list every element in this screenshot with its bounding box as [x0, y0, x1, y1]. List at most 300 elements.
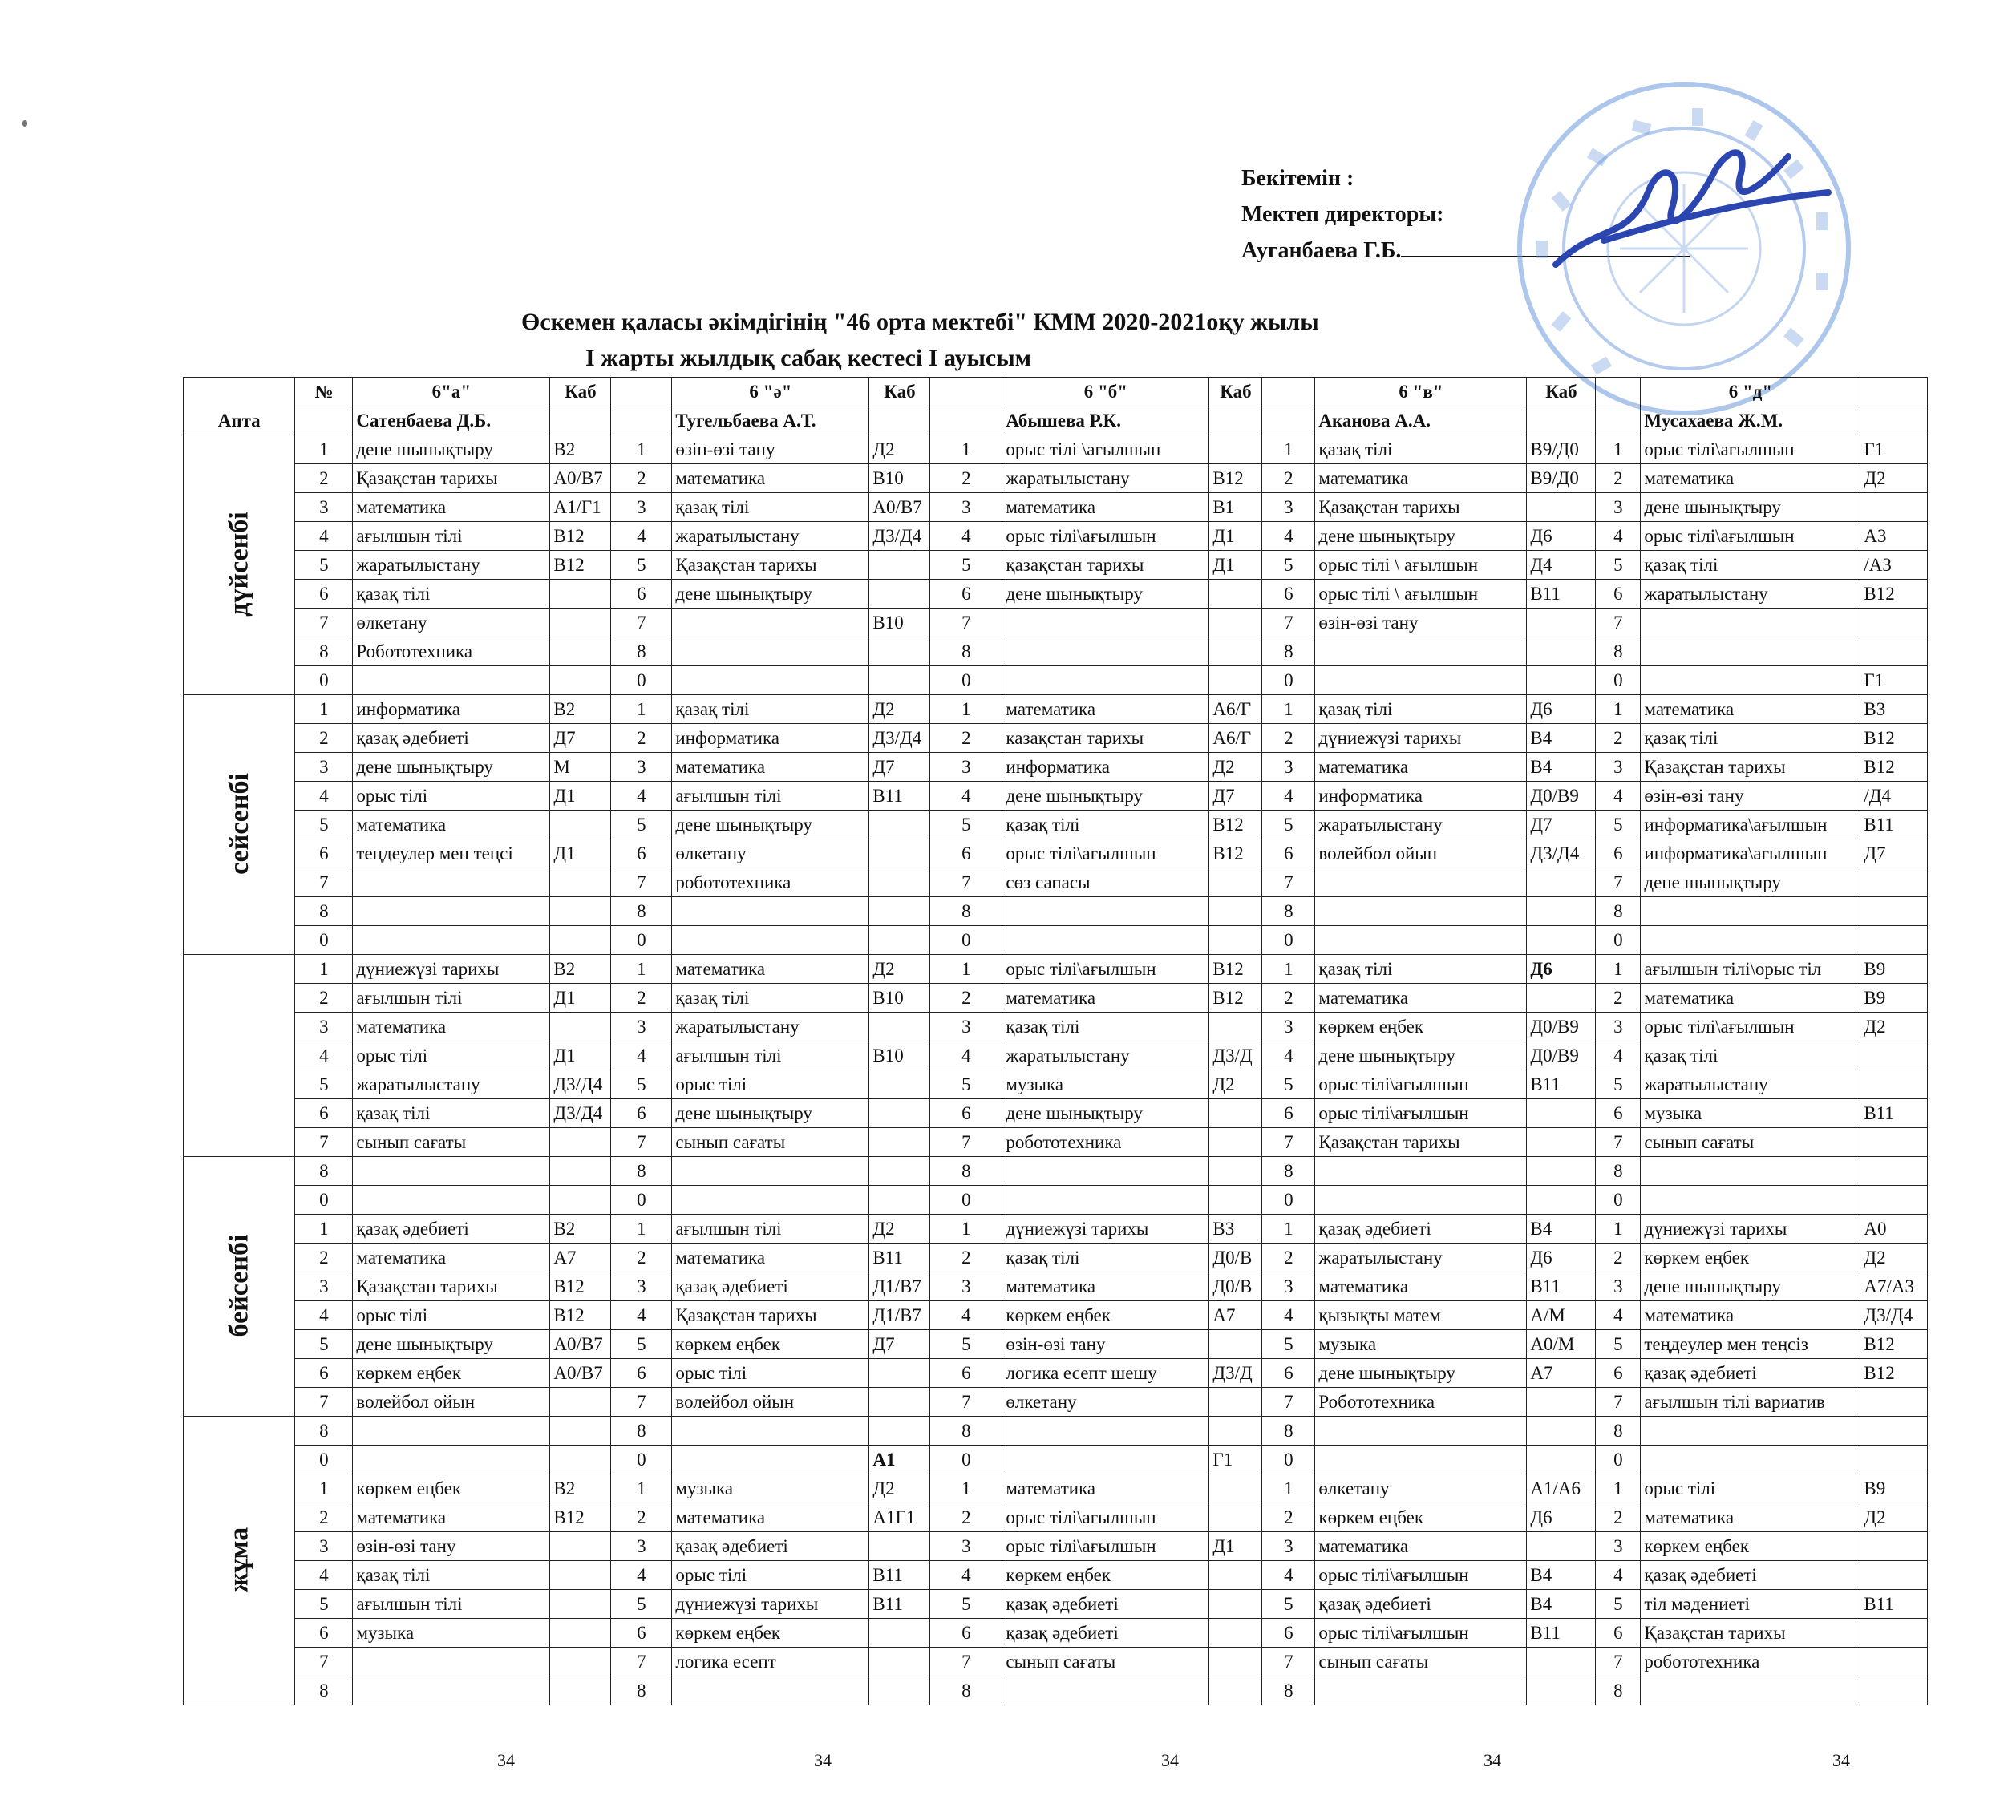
subject-cell: қазақ әдебиеті: [353, 1215, 550, 1244]
subject-cell: Қазақстан тарихы: [1641, 1619, 1860, 1648]
lesson-number-cell: 2: [295, 1503, 353, 1532]
lesson-number-cell: 2: [611, 724, 672, 753]
approval-position: Мектеп директоры:: [1241, 202, 1444, 227]
room-cell: Д1: [550, 839, 611, 868]
lesson-number-cell: 3: [1596, 1013, 1641, 1041]
room-cell: В9: [1860, 955, 1928, 984]
lesson-number-cell: 0: [930, 1446, 1002, 1474]
lesson-number-cell: 0: [930, 1186, 1002, 1215]
subject-cell: [1315, 637, 1527, 666]
header-room: Каб: [1209, 378, 1262, 406]
table-row: [184, 493, 1928, 522]
subject-cell: [1641, 666, 1860, 695]
lesson-number-cell: 7: [295, 868, 353, 897]
subject-cell: [353, 897, 550, 926]
subject-cell: көркем еңбек: [672, 1330, 869, 1359]
subject-cell: ағылшын тілі: [353, 1590, 550, 1619]
room-cell: [1860, 1186, 1928, 1215]
lesson-number-cell: 4: [1596, 782, 1641, 811]
lesson-number-cell: 2: [1596, 1244, 1641, 1272]
subject-cell: қазақстан тарихы: [1002, 551, 1209, 580]
lesson-number-cell: 8: [611, 1676, 672, 1705]
room-cell: [1209, 1590, 1262, 1619]
room-cell: [1209, 1417, 1262, 1446]
lesson-number-cell: 0: [930, 926, 1002, 955]
room-cell: В2: [550, 955, 611, 984]
lesson-number-cell: 3: [930, 1013, 1002, 1041]
subject-cell: жаратылыстану: [1002, 1041, 1209, 1070]
lesson-number-cell: 7: [295, 1648, 353, 1676]
lesson-number-cell: 1: [1262, 955, 1315, 984]
subject-cell: қызықты матем: [1315, 1301, 1527, 1330]
room-cell: [869, 1676, 930, 1705]
table-row: [184, 1099, 1928, 1128]
table-row: [184, 839, 1928, 868]
room-cell: А0/В7: [550, 464, 611, 493]
table-row: [184, 868, 1928, 897]
room-cell: Д3/Д: [1209, 1359, 1262, 1388]
room-cell: [1527, 1099, 1596, 1128]
room-cell: [869, 839, 930, 868]
subject-cell: қазақ тілі: [1641, 1041, 1860, 1070]
lesson-number-cell: 1: [611, 1215, 672, 1244]
lesson-number-cell: 2: [295, 984, 353, 1013]
room-cell: [1209, 1561, 1262, 1590]
lesson-number-cell: 5: [930, 1590, 1002, 1619]
lesson-number-cell: 2: [930, 464, 1002, 493]
room-cell: А7: [1209, 1301, 1262, 1330]
header-no: №: [295, 378, 353, 406]
lesson-number-cell: 3: [1262, 493, 1315, 522]
subject-cell: көркем еңбек: [1315, 1503, 1527, 1532]
lesson-number-cell: 7: [295, 609, 353, 637]
subject-cell: робототехника: [1002, 1128, 1209, 1157]
header-row-teachers: [184, 406, 1928, 435]
subject-cell: дүниежүзі тарихы: [1641, 1215, 1860, 1244]
header-row-classes: [184, 378, 1928, 406]
subject-cell: орыс тілі\ағылшын: [1315, 1619, 1527, 1648]
lesson-number-cell: 5: [611, 1330, 672, 1359]
room-cell: В3: [1860, 695, 1928, 724]
subject-cell: орыс тілі\ағылшын: [1315, 1070, 1527, 1099]
room-cell: [1209, 1013, 1262, 1041]
approval-director-name: Ауганбаева Г.Б.: [1241, 238, 1402, 263]
room-cell: [550, 926, 611, 955]
subject-cell: орыс тілі \ ағылшын: [1315, 551, 1527, 580]
subject-cell: дене шынықтыру: [353, 435, 550, 464]
subject-cell: орыс тілі: [672, 1359, 869, 1388]
room-cell: [1527, 1388, 1596, 1417]
footer-total: 34: [1484, 1750, 1501, 1770]
room-cell: [550, 811, 611, 839]
lesson-number-cell: 4: [1262, 1561, 1315, 1590]
lesson-number-cell: 7: [1596, 1388, 1641, 1417]
lesson-number-cell: 4: [1262, 522, 1315, 551]
lesson-number-cell: 0: [1262, 1446, 1315, 1474]
room-cell: В12: [1209, 955, 1262, 984]
room-cell: [869, 1417, 930, 1446]
subject-cell: математика: [1315, 1532, 1527, 1561]
subject-cell: орыс тілі\ағылшын: [1002, 1532, 1209, 1561]
table-row: [184, 464, 1928, 493]
room-cell: [1527, 897, 1596, 926]
room-cell: /А3: [1860, 551, 1928, 580]
school-stamp-seal: [1508, 72, 1860, 425]
lesson-number-cell: 8: [1596, 1157, 1641, 1186]
room-cell: Д3/Д4: [1527, 839, 1596, 868]
table-row: [184, 1244, 1928, 1272]
room-cell: [1860, 1532, 1928, 1561]
lesson-number-cell: 7: [930, 1648, 1002, 1676]
room-cell: [1209, 1157, 1262, 1186]
room-cell: В9/Д0: [1527, 435, 1596, 464]
room-cell: Д7: [869, 1330, 930, 1359]
room-cell: В2: [550, 1215, 611, 1244]
subject-cell: өлкетану: [353, 609, 550, 637]
room-cell: В1: [1209, 493, 1262, 522]
subject-cell: математика: [1002, 1474, 1209, 1503]
subject-cell: орыс тілі: [353, 1301, 550, 1330]
room-cell: Г1: [1209, 1446, 1262, 1474]
room-cell: [869, 637, 930, 666]
room-cell: [1860, 897, 1928, 926]
subject-cell: логика есепт шешу: [1002, 1359, 1209, 1388]
subject-cell: ағылшын тілі вариатив: [1641, 1388, 1860, 1417]
subject-cell: волейбол ойын: [672, 1388, 869, 1417]
lesson-number-cell: 7: [1262, 1388, 1315, 1417]
room-cell: [1209, 580, 1262, 609]
table-row: [184, 1070, 1928, 1099]
subject-cell: теңдеулер мен теңсіз: [1641, 1330, 1860, 1359]
lesson-number-cell: 1: [1596, 695, 1641, 724]
room-cell: [1527, 1532, 1596, 1561]
lesson-number-cell: 6: [1262, 1099, 1315, 1128]
subject-cell: математика: [1315, 753, 1527, 782]
room-cell: В11: [1527, 1619, 1596, 1648]
subject-cell: дүниежүзі тарихы: [1002, 1215, 1209, 1244]
subject-cell: [353, 666, 550, 695]
lesson-number-cell: 2: [930, 1244, 1002, 1272]
lesson-number-cell: 7: [295, 1128, 353, 1157]
lesson-number-cell: 6: [1262, 839, 1315, 868]
lesson-number-cell: 0: [1262, 926, 1315, 955]
subject-cell: математика: [353, 493, 550, 522]
room-cell: [1527, 1417, 1596, 1446]
room-cell: [550, 1417, 611, 1446]
subject-cell: ағылшын тілі: [672, 1041, 869, 1070]
room-cell: [1209, 609, 1262, 637]
subject-cell: [672, 637, 869, 666]
room-cell: А0/В7: [869, 493, 930, 522]
subject-cell: ағылшын тілі: [353, 984, 550, 1013]
subject-cell: жаратылыстану: [353, 1070, 550, 1099]
subject-cell: өлкетану: [1315, 1474, 1527, 1503]
subject-cell: [1002, 637, 1209, 666]
room-cell: [550, 1186, 611, 1215]
subject-cell: қазақ әдебиеті: [1002, 1619, 1209, 1648]
room-cell: [1527, 637, 1596, 666]
subject-cell: дүниежүзі тарихы: [672, 1590, 869, 1619]
subject-cell: қазақ әдебиеті: [353, 724, 550, 753]
subject-cell: математика: [672, 464, 869, 493]
lesson-number-cell: 4: [611, 1301, 672, 1330]
subject-cell: қазақ тілі: [672, 984, 869, 1013]
room-cell: Д0/В9: [1527, 1041, 1596, 1070]
lesson-number-cell: 3: [930, 493, 1002, 522]
room-cell: [869, 897, 930, 926]
lesson-number-cell: 7: [930, 1388, 1002, 1417]
room-cell: [869, 926, 930, 955]
lesson-number-cell: 7: [611, 609, 672, 637]
table-row: [184, 1446, 1928, 1474]
lesson-number-cell: 7: [930, 868, 1002, 897]
subject-cell: жаратылыстану: [1315, 1244, 1527, 1272]
subject-cell: музыка: [672, 1474, 869, 1503]
lesson-number-cell: 8: [295, 1676, 353, 1705]
room-cell: Д2: [869, 955, 930, 984]
lesson-number-cell: 7: [930, 609, 1002, 637]
table-row: [184, 1128, 1928, 1157]
weekday-cell: [184, 435, 295, 695]
room-cell: Д3/Д4: [869, 724, 930, 753]
subject-cell: жаратылыстану: [672, 1013, 869, 1041]
room-cell: А0/М: [1527, 1330, 1596, 1359]
lesson-number-cell: 3: [1262, 1013, 1315, 1041]
subject-cell: [672, 926, 869, 955]
subject-cell: [1641, 1157, 1860, 1186]
lesson-number-cell: 1: [295, 435, 353, 464]
subject-cell: [1315, 1157, 1527, 1186]
subject-cell: жаратылыстану: [353, 551, 550, 580]
room-cell: Г1: [1860, 435, 1928, 464]
lesson-number-cell: 1: [295, 695, 353, 724]
lesson-number-cell: 6: [295, 839, 353, 868]
subject-cell: [353, 1648, 550, 1676]
subject-cell: орыс тілі\ағылшын: [1002, 1503, 1209, 1532]
lesson-number-cell: 8: [295, 897, 353, 926]
lesson-number-cell: 1: [930, 1474, 1002, 1503]
subject-cell: орыс тілі\ағылшын: [1641, 1013, 1860, 1041]
scan-speck: [22, 120, 27, 127]
lesson-number-cell: 1: [611, 695, 672, 724]
lesson-number-cell: 2: [930, 1503, 1002, 1532]
lesson-number-cell: 4: [295, 1561, 353, 1590]
room-cell: [1527, 609, 1596, 637]
lesson-number-cell: 8: [1262, 1676, 1315, 1705]
table-row: [184, 926, 1928, 955]
room-cell: Д7: [1860, 839, 1928, 868]
lesson-number-cell: 1: [1596, 955, 1641, 984]
subject-cell: [672, 1186, 869, 1215]
lesson-number-cell: 4: [611, 1561, 672, 1590]
room-cell: В10: [869, 609, 930, 637]
lesson-number-cell: 7: [1262, 609, 1315, 637]
room-cell: В11: [869, 782, 930, 811]
room-cell: Д6: [1527, 695, 1596, 724]
subject-cell: [1641, 1446, 1860, 1474]
lesson-number-cell: 8: [930, 1676, 1002, 1705]
subject-cell: математика: [353, 811, 550, 839]
lesson-number-cell: 1: [1262, 1215, 1315, 1244]
subject-cell: [672, 1157, 869, 1186]
table-row: [184, 1041, 1928, 1070]
teacher-6ae: Тугельбаева А.Т.: [672, 406, 869, 435]
lesson-number-cell: 4: [295, 1301, 353, 1330]
lesson-number-cell: 8: [1596, 897, 1641, 926]
table-row: [184, 1330, 1928, 1359]
lesson-number-cell: 6: [295, 1619, 353, 1648]
subject-cell: қазақ әдебиеті: [672, 1272, 869, 1301]
lesson-number-cell: 4: [295, 1041, 353, 1070]
room-cell: А1Г1: [869, 1503, 930, 1532]
room-cell: А3: [1860, 522, 1928, 551]
room-cell: В12: [1860, 724, 1928, 753]
lesson-number-cell: 3: [1262, 753, 1315, 782]
subject-cell: сынып сағаты: [1641, 1128, 1860, 1157]
lesson-number-cell: 2: [611, 1244, 672, 1272]
lesson-number-cell: 0: [1262, 666, 1315, 695]
room-cell: Д3/Д4: [1860, 1301, 1928, 1330]
table-row: [184, 724, 1928, 753]
subject-cell: өзін-өзі тану: [353, 1532, 550, 1561]
lesson-number-cell: 6: [1262, 1359, 1315, 1388]
room-cell: [1209, 1186, 1262, 1215]
room-cell: Д2: [1860, 464, 1928, 493]
subject-cell: [672, 1417, 869, 1446]
table-row: [184, 1590, 1928, 1619]
room-cell: [1527, 493, 1596, 522]
lesson-number-cell: 7: [1596, 1128, 1641, 1157]
room-cell: [1209, 1648, 1262, 1676]
lesson-number-cell: 5: [611, 1070, 672, 1099]
room-cell: [1209, 1099, 1262, 1128]
subject-cell: дене шынықтыру: [1315, 522, 1527, 551]
header-blank: [1527, 406, 1596, 435]
room-cell: [1860, 1128, 1928, 1157]
subject-cell: [1002, 1417, 1209, 1446]
room-cell: [1209, 1619, 1262, 1648]
room-cell: [1209, 435, 1262, 464]
subject-cell: қазақ тілі: [1315, 435, 1527, 464]
subject-cell: [1002, 666, 1209, 695]
subject-cell: орыс тілі: [1641, 1474, 1860, 1503]
header-class-6v: 6 "в": [1315, 378, 1527, 406]
lesson-number-cell: 3: [930, 1272, 1002, 1301]
subject-cell: [672, 666, 869, 695]
lesson-number-cell: 5: [1596, 1590, 1641, 1619]
room-cell: [1527, 868, 1596, 897]
room-cell: А0/В7: [550, 1359, 611, 1388]
subject-cell: көркем еңбек: [1641, 1244, 1860, 1272]
room-cell: [869, 1157, 930, 1186]
room-cell: Д2: [1860, 1013, 1928, 1041]
subject-cell: ағылшын тілі: [672, 782, 869, 811]
subject-cell: [1315, 868, 1527, 897]
room-cell: [1860, 609, 1928, 637]
room-cell: В12: [550, 522, 611, 551]
room-cell: Д2: [869, 1474, 930, 1503]
lesson-number-cell: 3: [611, 1532, 672, 1561]
room-cell: Д0/В: [1209, 1272, 1262, 1301]
subject-cell: тіл мәдениеті: [1641, 1590, 1860, 1619]
room-cell: [1860, 1619, 1928, 1648]
page-title: Өскемен қаласы әкімдігінің "46 орта мектебі" КММ 2020-2021оқу жылы: [521, 309, 1319, 335]
subject-cell: [1641, 926, 1860, 955]
lesson-number-cell: 1: [930, 695, 1002, 724]
room-cell: В2: [550, 435, 611, 464]
header-blank: [611, 406, 672, 435]
lesson-number-cell: 5: [1596, 811, 1641, 839]
room-cell: Д3/Д4: [550, 1070, 611, 1099]
room-cell: А6/Г: [1209, 695, 1262, 724]
subject-cell: сынып сағаты: [672, 1128, 869, 1157]
subject-cell: орыс тілі\ағылшын: [1315, 1561, 1527, 1590]
subject-cell: [1641, 609, 1860, 637]
room-cell: В10: [869, 1041, 930, 1070]
lesson-number-cell: 1: [930, 955, 1002, 984]
lesson-number-cell: 2: [611, 984, 672, 1013]
lesson-number-cell: 3: [611, 1013, 672, 1041]
room-cell: [869, 1532, 930, 1561]
lesson-number-cell: 5: [611, 811, 672, 839]
table-row: [184, 1532, 1928, 1561]
subject-cell: қазақ әдебиеті: [1641, 1359, 1860, 1388]
lesson-number-cell: 5: [295, 1070, 353, 1099]
lesson-number-cell: 6: [1596, 1619, 1641, 1648]
room-cell: [550, 1561, 611, 1590]
subject-cell: қазақ тілі: [353, 1099, 550, 1128]
room-cell: [1860, 637, 1928, 666]
room-cell: [869, 1648, 930, 1676]
table-row: [184, 609, 1928, 637]
subject-cell: [1002, 1186, 1209, 1215]
room-cell: [869, 1070, 930, 1099]
table-row: [184, 1301, 1928, 1330]
footer-total: 34: [1161, 1750, 1179, 1770]
subject-cell: Қазақстан тарихы: [672, 551, 869, 580]
subject-cell: математика: [1002, 1272, 1209, 1301]
subject-cell: информатика\ағылшын: [1641, 811, 1860, 839]
lesson-number-cell: 8: [1596, 1676, 1641, 1705]
table-row: [184, 1417, 1928, 1446]
subject-cell: дене шынықтыру: [1002, 580, 1209, 609]
subject-cell: жаратылыстану: [1002, 464, 1209, 493]
lesson-number-cell: 8: [611, 637, 672, 666]
lesson-number-cell: 7: [611, 1128, 672, 1157]
lesson-number-cell: 8: [930, 1157, 1002, 1186]
lesson-number-cell: 5: [295, 811, 353, 839]
lesson-number-cell: 0: [1596, 1446, 1641, 1474]
subject-cell: математика: [1641, 464, 1860, 493]
subject-cell: [1641, 1186, 1860, 1215]
room-cell: А1/А6: [1527, 1474, 1596, 1503]
lesson-number-cell: 7: [930, 1128, 1002, 1157]
lesson-number-cell: 8: [295, 637, 353, 666]
room-cell: Д7: [550, 724, 611, 753]
room-cell: Д6: [1527, 1503, 1596, 1532]
header-blank: [1262, 406, 1315, 435]
footer-total: 34: [1832, 1750, 1850, 1770]
lesson-number-cell: 8: [1262, 1417, 1315, 1446]
lesson-number-cell: 3: [1596, 1272, 1641, 1301]
subject-cell: дене шынықтыру: [1641, 493, 1860, 522]
lesson-number-cell: 3: [611, 1272, 672, 1301]
subject-cell: сынып сағаты: [1315, 1648, 1527, 1676]
subject-cell: жаратылыстану: [1641, 1070, 1860, 1099]
subject-cell: математика: [672, 1503, 869, 1532]
room-cell: В12: [550, 1272, 611, 1301]
room-cell: В12: [1860, 753, 1928, 782]
